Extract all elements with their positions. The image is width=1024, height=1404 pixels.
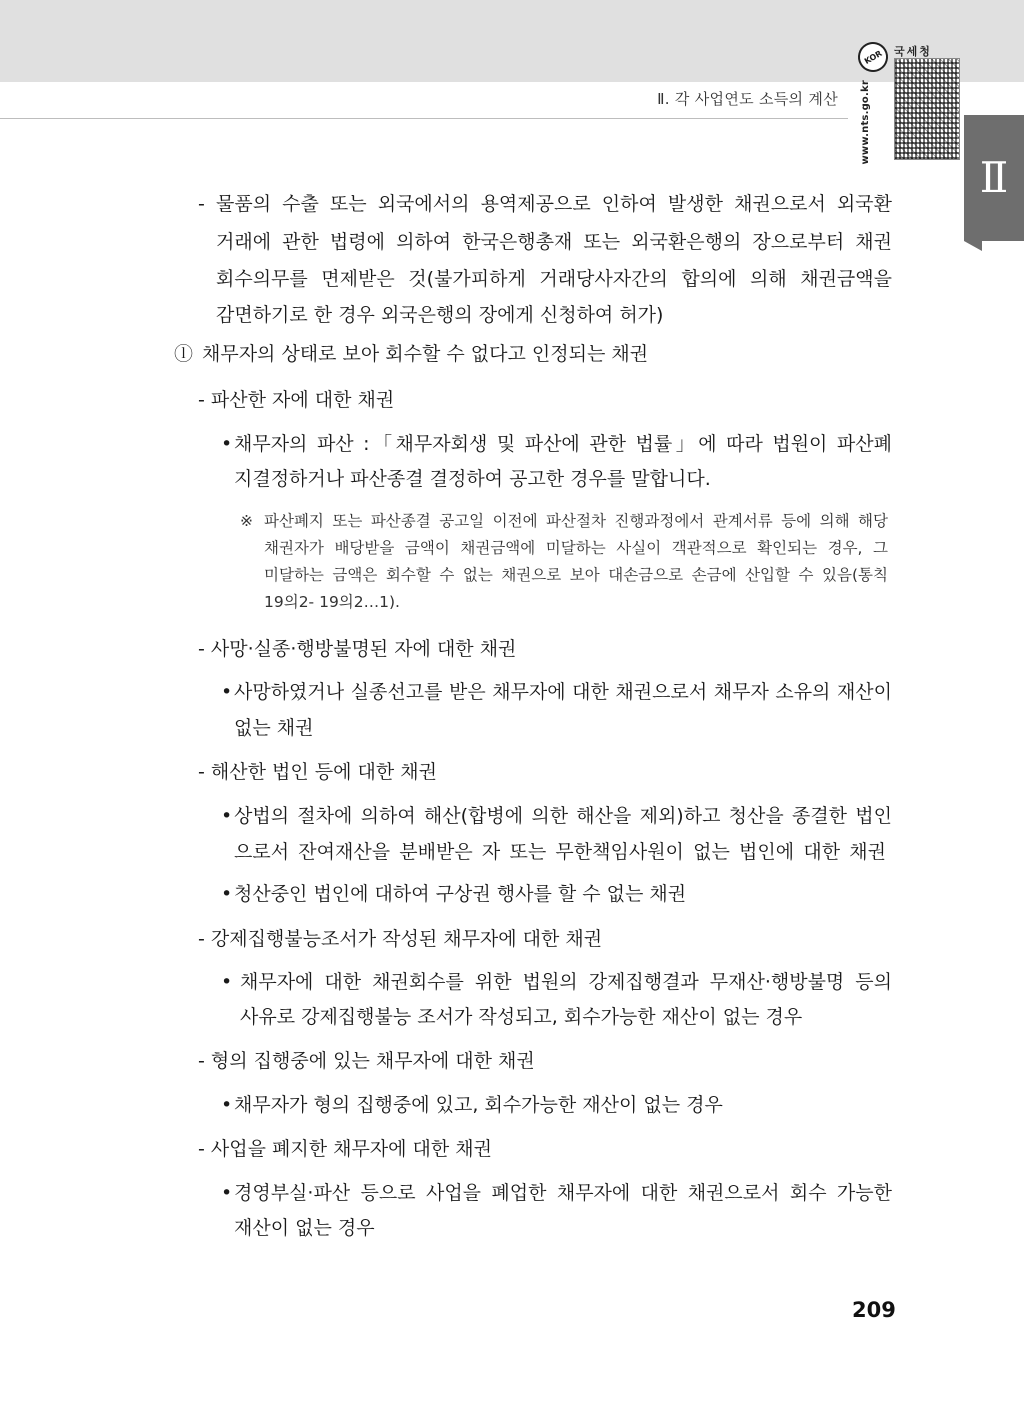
bullet-text: 상법의 절차에 의하여 해산(합병에 의한 해산을 제외)하고 청산을 종결한 법인	[234, 805, 892, 827]
bullet-text: 경영부실·파산 등으로 사업을 폐업한 채무자에 대한 채권으로서 회수 가능한	[234, 1182, 892, 1204]
bullet-text: 사유로 강제집행불능 조서가 작성되고, 회수가능한 재산이 없는 경우	[240, 1006, 803, 1028]
nts-logo: KOR	[853, 37, 894, 78]
dash-heading: - 사업을 폐지한 채무자에 대한 채권	[198, 1138, 493, 1160]
note-line: 채권자가 배당받을 금액이 채권금액에 미달하는 사실이 객관적으로 확인되는 경우, 그	[264, 539, 888, 557]
bullet-marker: •	[221, 805, 233, 827]
paragraph-line: 감면하기로 한 경우 외국은행의 장에게 신청하여 허가)	[216, 304, 664, 326]
bullet-text: 채무자의 파산 :「채무자회생 및 파산에 관한 법률」에 따라 법원이 파산폐	[234, 433, 892, 455]
dash-heading: - 강제집행불능조서가 작성된 채무자에 대한 채권	[198, 928, 603, 950]
bullet-marker: •	[221, 971, 233, 993]
nts-url-vertical: www.nts.go.kr	[860, 80, 871, 165]
chapter-tab-notch	[964, 241, 982, 251]
dash-heading: - 파산한 자에 대한 채권	[198, 389, 395, 411]
note-line: 미달하는 금액은 회수할 수 없는 채권으로 보아 대손금으로 손금에 산입할 수 있음(통칙	[264, 566, 888, 584]
bullet-marker: •	[221, 1182, 233, 1204]
header-rule	[0, 118, 848, 119]
running-header-title: Ⅱ. 각 사업연도 소득의 계산	[657, 90, 838, 108]
bullet-text: 청산중인 법인에 대하여 구상권 행사를 할 수 없는 채권	[234, 883, 687, 905]
chapter-tab	[964, 115, 1024, 241]
bullet-marker: •	[221, 681, 233, 703]
bullet-text: 지결정하거나 파산종결 결정하여 공고한 경우를 말합니다.	[234, 468, 711, 490]
bullet-text: 채무자에 대한 채권회수를 위한 법원의 강제집행결과 무재산·행방불명 등의	[240, 971, 892, 993]
paragraph-line: 물품의 수출 또는 외국에서의 용역제공으로 인하여 발생한 채권으로서 외국환	[216, 193, 892, 215]
bullet-marker: •	[221, 1094, 233, 1116]
dash-heading: - 사망·실종·행방불명된 자에 대한 채권	[198, 638, 517, 660]
bullet-text: 없는 채권	[234, 717, 314, 739]
note-line: 19의2- 19의2…1).	[264, 593, 400, 611]
paragraph-line: 거래에 관한 법령에 의하여 한국은행총재 또는 외국환은행의 장으로부터 채권	[216, 231, 892, 253]
page-number: 209	[852, 1298, 896, 1322]
agency-name: 국세청	[894, 45, 932, 58]
bullet-text: 으로서 잔여재산을 분배받은 자 또는 무한책임사원이 없는 법인에 대한 채권	[234, 841, 886, 863]
dash-heading: - 형의 집행중에 있는 채무자에 대한 채권	[198, 1050, 535, 1072]
subsection-heading: 채무자의 상태로 보아 회수할 수 없다고 인정되는 채권	[202, 343, 649, 365]
qr-code[interactable]	[894, 58, 960, 160]
dash-marker: -	[198, 193, 205, 215]
dash-heading: - 해산한 법인 등에 대한 채권	[198, 761, 437, 783]
paragraph-line: 회수의무를 면제받은 것(불가피하게 거래당사자간의 합의에 의해 채권금액을	[216, 268, 892, 290]
bullet-text: 채무자가 형의 집행중에 있고, 회수가능한 재산이 없는 경우	[234, 1094, 723, 1116]
chapter-tab-label: Ⅱ	[979, 153, 1009, 202]
bullet-text: 사망하였거나 실종선고를 받은 채무자에 대한 채권으로서 채무자 소유의 재산이	[234, 681, 892, 703]
bullet-text: 재산이 없는 경우	[234, 1217, 375, 1239]
bullet-marker: •	[221, 883, 233, 905]
circle-number-marker: ⓛ	[174, 343, 194, 365]
note-line: 파산폐지 또는 파산종결 공고일 이전에 파산절차 진행과정에서 관계서류 등에 의해 해당	[264, 512, 888, 530]
note-marker: ※	[240, 512, 253, 530]
bullet-marker: •	[221, 433, 233, 455]
nts-qr-block	[858, 42, 960, 165]
